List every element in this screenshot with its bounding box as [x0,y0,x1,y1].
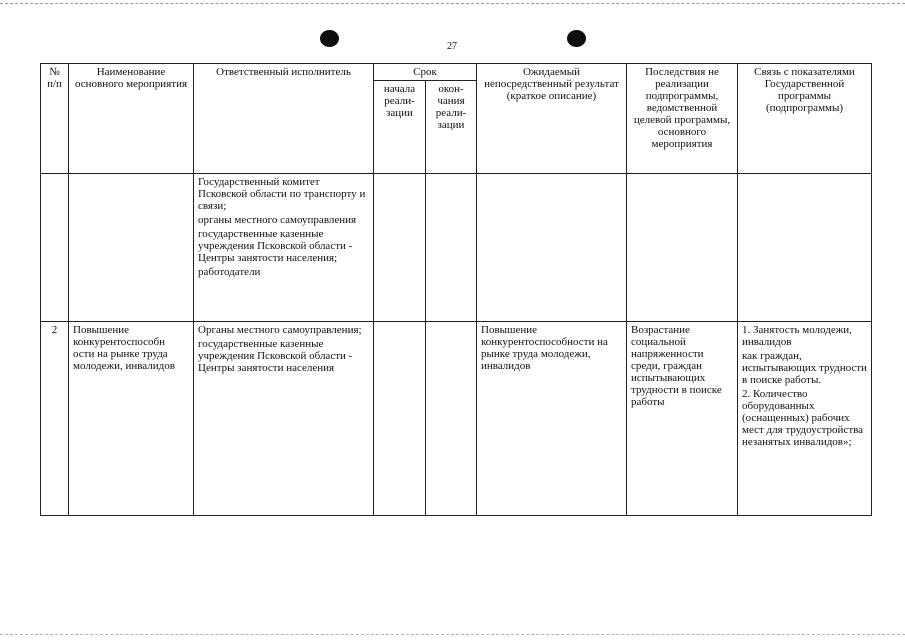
table-row [41,322,872,516]
row-expected [477,174,627,322]
row-executor [194,322,374,516]
header-executor: Ответственный исполнитель [194,64,374,174]
header-srok: Срок [374,64,477,81]
measures-table [40,63,872,516]
scan-edge-bottom [0,634,905,635]
header-num: № п/п [41,64,69,174]
row-srok-start [374,322,426,516]
header-srok-end: окон-чания реали-зации [426,81,477,174]
header-name: Наименование основного мероприятия [69,64,194,174]
row-consequences [627,174,738,322]
punch-hole-left [320,30,339,47]
link-line: 2. Количество оборудованных (оснащенных) рабочих мест для трудоустройства незанятых инвалидов»; [742,388,864,448]
row-consequences: Возрастание социальной напряженности среди, граждан испытывающих трудности в поиске работы [627,322,738,516]
row-name: Повышение конкурентоспособн ости на рынке труда молодежи, инвалидов [69,322,194,516]
header-consequences: Последствия не реализации подпрограммы, ведомственной целевой программы, основного мероприятия [627,64,738,174]
row-link [738,174,872,322]
row-name [69,174,194,322]
row-executor [194,174,374,322]
row-link [738,322,872,516]
executor-line: Государственный комитет Псковской области по транспорту и связи; [198,176,366,212]
executor-line: государственные казенные учреждения Псковской области - Центры занятости населения [198,338,353,374]
row-srok-end [426,322,477,516]
link-line: 1. Занятость молодежи, инвалидов [742,324,852,348]
row-expected: Повышение конкурентоспособности на рынке труда молодежи, инвалидов [477,322,627,516]
executor-line: органы местного самоуправления [198,214,357,226]
scan-edge-top [0,3,905,4]
header-srok-start: начала реали-зации [374,81,426,174]
page-number: 27 [447,41,457,52]
table-row [41,174,872,322]
executor-line: государственные казенные учреждения Псковской области - Центры занятости населения; [198,228,353,264]
header-expected: Ожидаемый непосредственный результат (краткое описание) [477,64,627,174]
row-num: 2 [41,322,69,516]
row-num [41,174,69,322]
header-link: Связь с показателями Государственной программы (подпрограммы) [738,64,872,174]
punch-hole-right [567,30,586,47]
row-srok-end [426,174,477,322]
executor-line: Органы местного самоуправления; [198,324,362,336]
executor-line: работодатели [198,266,261,278]
link-line: как граждан, испытывающих трудности в поиске работы. [742,350,867,386]
row-srok-start [374,174,426,322]
